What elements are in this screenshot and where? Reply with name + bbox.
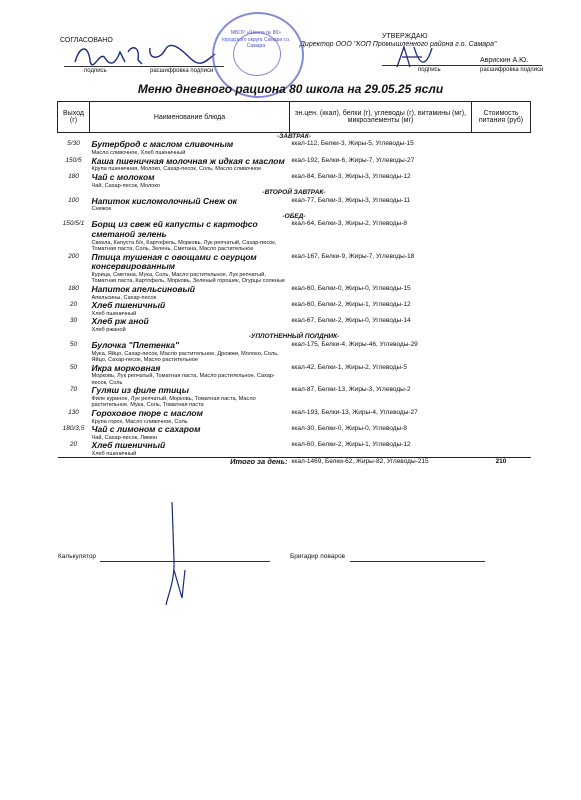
dish-ingredients: Хлеб ржаной <box>91 327 126 334</box>
section-title: -УПЛОТНЕННЫЙ ПОЛДНИК- <box>248 333 340 341</box>
dish-ingredients: Свекла, Капуста б/х, Картофель, Морковь, Лук репчатый, Сахар-песок, Томатная паста, Соль, Зелень, Сметана, Масло растительное <box>91 239 277 253</box>
dish-ingredients: Курица, Сметана, Мука, Соль, Масло растительное, Лук репчатый, Томатная паста, Картофель, Морковь, Зеленый горошек, Огурцы соленые <box>91 272 286 285</box>
sig-caption-left-2: расшифровка подписи <box>150 68 214 74</box>
stamp-text: МБОУ «Школа № 80» городского округа Самара г.о. Самара <box>221 30 291 49</box>
portion: 200 <box>68 252 79 260</box>
menu-row <box>58 341 531 364</box>
col-cost: Стоимость питания (руб) <box>472 102 531 133</box>
dish-name: Каша пшеничная молочная ж идкая с маслом <box>91 155 285 166</box>
approved-left-label: СОГЛАСОВАНО <box>60 37 113 44</box>
portion: 20 <box>69 441 78 449</box>
portion: 180 <box>68 172 79 180</box>
portion: 30 <box>69 317 78 325</box>
dish-ingredients: Морковь, Лук репчатый, Томатная паста, Масло растительное, Сахар-песок, Соль <box>91 373 275 386</box>
cook-label: Бригадир поваров <box>290 553 346 560</box>
dish-ingredients: Мука, Яйцо, Сахар-песок, Масло растительное, Дрожжи, Молоко, Соль, Яйцо, Сахар-песок, Масло растительное <box>91 350 279 364</box>
nutrition: ккал-192, Белки-6, Жиры-7, Углеводы-27 <box>291 156 415 164</box>
nutrition: ккал-87, Белки-13, Жиры-3, Углеводы-2 <box>291 386 411 394</box>
sig-caption-right-1: подпись <box>418 67 441 73</box>
portion: 20 <box>69 301 78 309</box>
dish-name: Чай с лимоном с сахаром <box>91 423 201 434</box>
portion: 130 <box>68 408 79 416</box>
menu-row <box>58 317 531 333</box>
portion: 180 <box>68 284 79 292</box>
dish-ingredients: Апельсины, Сахар-песок <box>91 294 157 301</box>
nutrition: ккал-60, Белки-2, Жиры-1, Углеводы-12 <box>291 441 411 449</box>
dish-name: Напиток кисломолочный Снеж ок <box>91 195 237 206</box>
dish-ingredients: Чай, Сахар-песок, Лимон <box>91 434 158 441</box>
page-title: Меню дневного рациона 80 школа на 29.05.25 ясли <box>137 82 444 96</box>
dish-name: Птица тушеная с овощами с огурцом консервированным <box>91 251 257 272</box>
dish-name: Гороховое пюре с маслом <box>91 407 203 418</box>
portion: 100 <box>68 196 79 204</box>
menu-row <box>58 285 531 301</box>
dish-name: Булочка "Плетенка" <box>91 339 180 350</box>
nutrition: ккал-84, Белки-3, Жиры-3, Углеводы-12 <box>291 172 411 180</box>
col-portion: Выход (г) <box>58 102 90 133</box>
nutrition: ккал-193, Белки-13, Жиры-4, Углеводы-27 <box>291 408 418 416</box>
menu-row <box>58 409 531 425</box>
col-dish: Наименование блюда <box>90 102 290 133</box>
approved-right-label: УТВЕРЖДАЮ <box>382 33 428 40</box>
dish-ingredients: Хлеб пшеничный <box>91 310 137 317</box>
nutrition: ккал-60, Белки-2, Жиры-1, Углеводы-12 <box>291 301 411 309</box>
dish-name: Гуляш из филе птицы <box>91 385 190 396</box>
signature-calculator <box>160 500 190 610</box>
portion: 150/5 <box>65 156 82 164</box>
portion: 70 <box>69 386 78 394</box>
sig-caption-left-1: подпись <box>84 68 107 74</box>
portion: 150/5/1 <box>62 220 85 228</box>
sig-caption-right-2: расшифровка подписи <box>480 67 544 73</box>
dish-ingredients: Чай, Сахар-песок, Молоко <box>91 182 161 189</box>
menu-row <box>58 157 531 173</box>
nutrition: ккал-112, Белки-3, Жиры-5, Углеводы-15 <box>291 140 414 148</box>
portion: 50 <box>69 340 78 348</box>
dish-ingredients: Крупа горох, Масло сливочное, Соль <box>91 418 188 425</box>
total-label: Итого за день: <box>90 458 290 467</box>
nutrition: ккал-67, Белки-2, Жиры-0, Углеводы-14 <box>291 317 411 325</box>
menu-row <box>58 301 531 317</box>
menu-row <box>58 220 531 252</box>
dish-ingredients: Крупа пшеничная, Молоко, Сахар-песок, Соль, Масло сливочное <box>91 166 262 173</box>
menu-row <box>58 140 531 156</box>
dish-name: Напиток апельсиновый <box>91 283 195 294</box>
nutrition: ккал-30, Белки-0, Жиры-0, Углеводы-8 <box>291 424 407 432</box>
dish-name: Чай с молоком <box>91 171 155 182</box>
menu-row <box>58 173 531 189</box>
signer-right: Аврискин А.Ю. <box>480 57 529 64</box>
total-cost: 210 <box>472 458 531 467</box>
menu-row <box>58 197 531 213</box>
menu-row <box>58 386 531 409</box>
dish-name: Икра морковная <box>91 362 161 373</box>
menu-row <box>58 364 531 387</box>
dish-name: Борщ из свеж ей капусты с картофсо сметаной зелень <box>91 219 258 239</box>
nutrition: ккал-77, Белки-3, Жиры-3, Углеводы-11 <box>291 196 411 204</box>
calculator-label: Калькулятор <box>58 553 97 560</box>
dish-name: Бутерброд с маслом сливочным <box>91 139 234 150</box>
total-nutrition: ккал-1469, Белки-62, Жиры-82, Углеводы-215 <box>290 458 472 467</box>
dish-ingredients: Масло сливочное, Хлеб пшеничный <box>91 150 186 157</box>
menu-row <box>58 441 531 458</box>
menu-table <box>57 101 531 467</box>
portion: 50 <box>69 363 78 371</box>
menu-row <box>58 253 531 285</box>
portion: 5/30 <box>67 140 80 148</box>
dish-ingredients: Снежок <box>91 206 111 213</box>
dish-ingredients: Филе куриное, Лук репчатый, Морковь, Томатная паста, Масло растительное, Мука, Соль, Томатная паста <box>91 395 256 409</box>
nutrition: ккал-175, Белки-4, Жиры-46, Углеводы-29 <box>291 340 418 348</box>
nutrition: ккал-42, Белки-1, Жиры-2, Углеводы-5 <box>291 363 407 371</box>
director-title: Директор ООО "КОП Промышленного района г.о. Самара" <box>300 41 497 48</box>
dish-name: Хлеб рж аной <box>91 316 149 327</box>
menu-row <box>58 425 531 441</box>
dish-name: Хлеб пшеничный <box>91 440 166 451</box>
section-title: -ОБЕД- <box>282 212 306 220</box>
nutrition: ккал-167, Белки-9, Жиры-7, Углеводы-18 <box>291 252 415 260</box>
section-title: -ЗАВТРАК- <box>276 133 312 140</box>
col-nutrition: эн.цен. (ккал), белки (г), углеводы (г), витамины (мг), микроэлементы (мг) <box>290 102 472 133</box>
dish-ingredients: Хлеб пшеничный <box>91 450 137 457</box>
section-title: -ВТОРОЙ ЗАВТРАК- <box>262 189 326 197</box>
nutrition: ккал-64, Белки-3, Жиры-2, Углеводы-8 <box>291 220 407 228</box>
dish-name: Хлеб пшеничный <box>91 300 166 311</box>
nutrition: ккал-60, Белки-0, Жиры-0, Углеводы-15 <box>291 284 411 292</box>
portion: 180/3,5 <box>62 424 85 432</box>
